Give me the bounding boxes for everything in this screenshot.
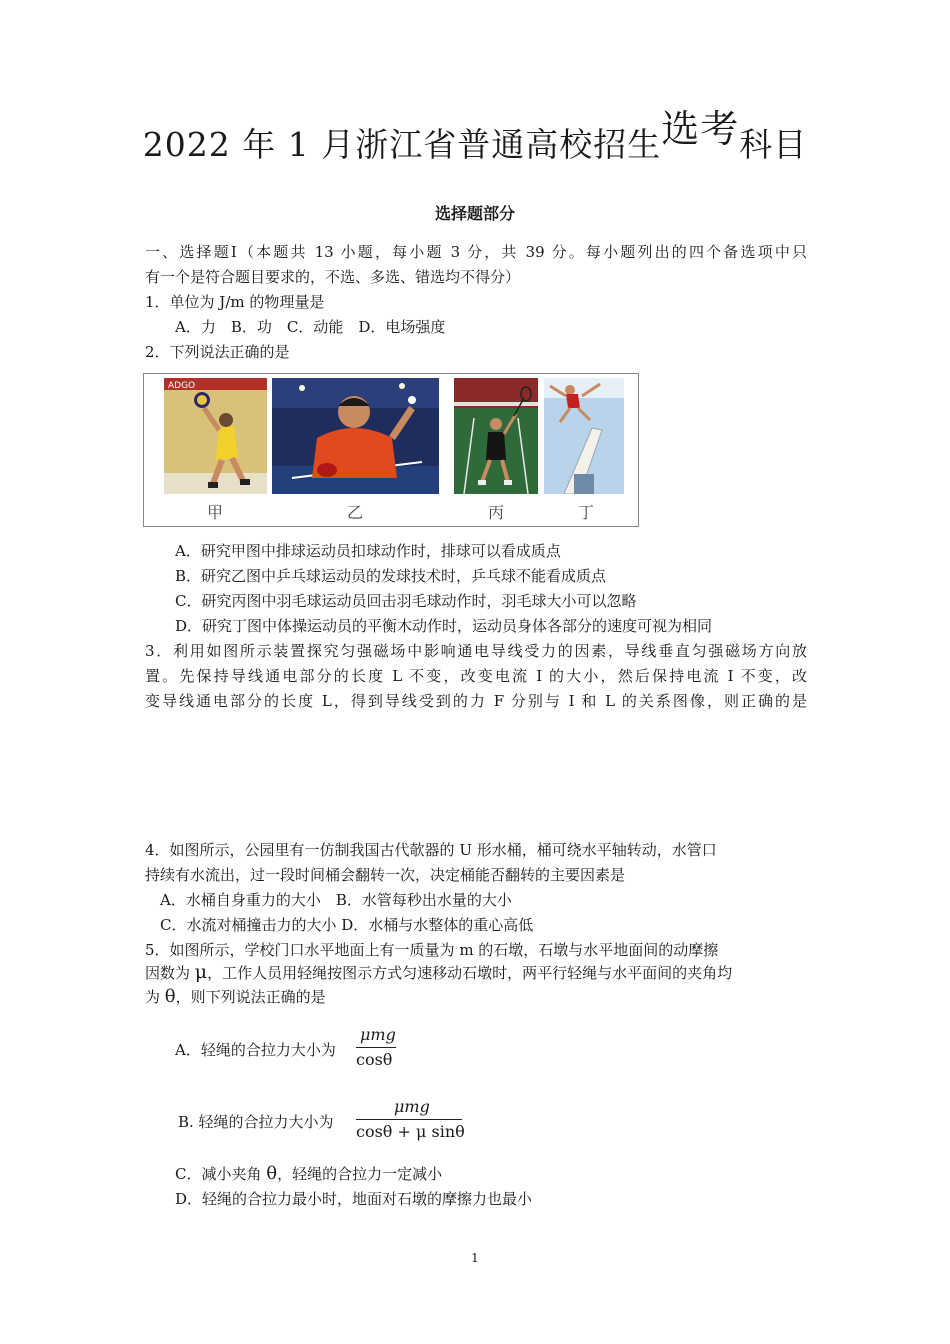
q2-option-c: C．研究丙图中羽毛球运动员回击羽毛球动作时，羽毛球大小可以忽略 <box>175 592 637 610</box>
title-part-3: 科目 <box>739 125 808 164</box>
intro-line-1: 一、选择题Ⅰ（本题共 13 小题，每小题 3 分，共 39 分。每小题列出的四个备选项中只 <box>145 243 807 261</box>
caption-yi: 乙 <box>346 503 363 522</box>
mu-symbol: μ <box>194 961 208 983</box>
balance-beam-photo <box>544 378 624 494</box>
q4-options-row-2: C．水流对桶撞击力的大小 D．水桶与水整体的重心高低 <box>160 916 534 934</box>
q2-option-a: A．研究甲图中排球运动员扣球动作时，排球可以看成质点 <box>175 542 561 560</box>
q2-option-d: D．研究丁图中体操运动员的平衡木动作时，运动员身体各部分的速度可视为相同 <box>175 617 713 635</box>
theta-symbol-c: θ <box>266 1163 278 1184</box>
q3-line-1: 3．利用如图所示装置探究匀强磁场中影响通电导线受力的因素，导线垂直匀强磁场方向放 <box>145 642 807 660</box>
intro-line-2: 有一个是符合题目要求的，不选、多选、错选均不得分） <box>145 268 521 286</box>
fraction-a-bar <box>356 1047 396 1048</box>
title-part-1: 2022 年 1 月浙江省普通高校招生 <box>142 125 662 164</box>
svg-text:ADGO: ADGO <box>168 381 196 391</box>
q1-options: A．力 B．功 C．动能 D．电场强度 <box>175 318 446 336</box>
page-number: 1 <box>471 1251 479 1265</box>
q4-line-1: 4．如图所示，公园里有一仿制我国古代欹器的 U 形水桶，桶可绕水平轴转动，水管口 <box>145 841 717 859</box>
q2-stem: 2．下列说法正确的是 <box>145 343 290 361</box>
q5-line-2b: ，工作人员用轻绳按图示方式匀速移动石墩时，两平行轻绳与水平面间的夹角均 <box>207 964 733 982</box>
fraction-b-bar <box>356 1119 462 1120</box>
q4-options-row-1: A．水桶自身重力的大小 B．水管每秒出水量的大小 <box>160 891 512 909</box>
q5-line-2 <box>145 962 732 983</box>
q2-option-b: B．研究乙图中乒乓球运动员的发球技术时，乒乓球不能看成质点 <box>175 567 607 585</box>
q5-line-3a: 为 <box>145 988 161 1006</box>
fraction-b-numerator: μmg <box>394 1097 430 1116</box>
fraction-a-denominator: cosθ <box>356 1050 393 1069</box>
q1-stem: 1．单位为 J/m 的物理量是 <box>145 293 325 311</box>
q5-option-c-a: C．减小夹角 <box>175 1165 262 1183</box>
q5-line-2a: 因数为 <box>145 964 191 982</box>
caption-ding: 丁 <box>577 503 594 522</box>
fraction-a-numerator: μmg <box>360 1025 396 1044</box>
q5-option-d: D．轻绳的合拉力最小时，地面对石墩的摩擦力也最小 <box>175 1190 533 1208</box>
page-title <box>0 107 950 167</box>
q4-line-2: 持续有水流出，过一段时间桶会翻转一次，决定桶能否翻转的主要因素是 <box>145 866 626 884</box>
title-part-2: 选考 <box>661 107 740 151</box>
q5-option-b-text: B. 轻绳的合拉力大小为 <box>178 1113 334 1131</box>
q5-line-3 <box>145 987 326 1007</box>
caption-bing: 丙 <box>487 503 504 522</box>
sports-photo-figure <box>143 373 639 527</box>
theta-symbol: θ <box>164 986 176 1007</box>
q5-option-c-b: ，轻绳的合拉力一定减小 <box>277 1165 443 1183</box>
q3-line-3: 变导线通电部分的长度 L，得到导线受到的力 F 分别与 I 和 L 的关系图像，则正确的是 <box>145 692 807 710</box>
fraction-b-denominator: cosθ + μ sinθ <box>356 1122 465 1141</box>
caption-jia: 甲 <box>206 503 223 522</box>
table-tennis-photo <box>272 378 439 494</box>
q5-line-1: 5．如图所示，学校门口水平地面上有一质量为 m 的石墩，石墩与水平地面间的动摩擦 <box>145 941 719 959</box>
q5-option-c <box>175 1164 442 1184</box>
section-heading: 选择题部分 <box>434 204 515 223</box>
q5-option-a-text: A．轻绳的合拉力大小为 <box>175 1041 336 1059</box>
volleyball-photo <box>164 378 267 494</box>
q5-line-3b: ，则下列说法正确的是 <box>175 988 326 1006</box>
q3-line-2: 置。先保持导线通电部分的长度 L 不变，改变电流 I 的大小，然后保持电流 I 不变，改 <box>145 667 807 685</box>
badminton-photo <box>454 378 538 494</box>
